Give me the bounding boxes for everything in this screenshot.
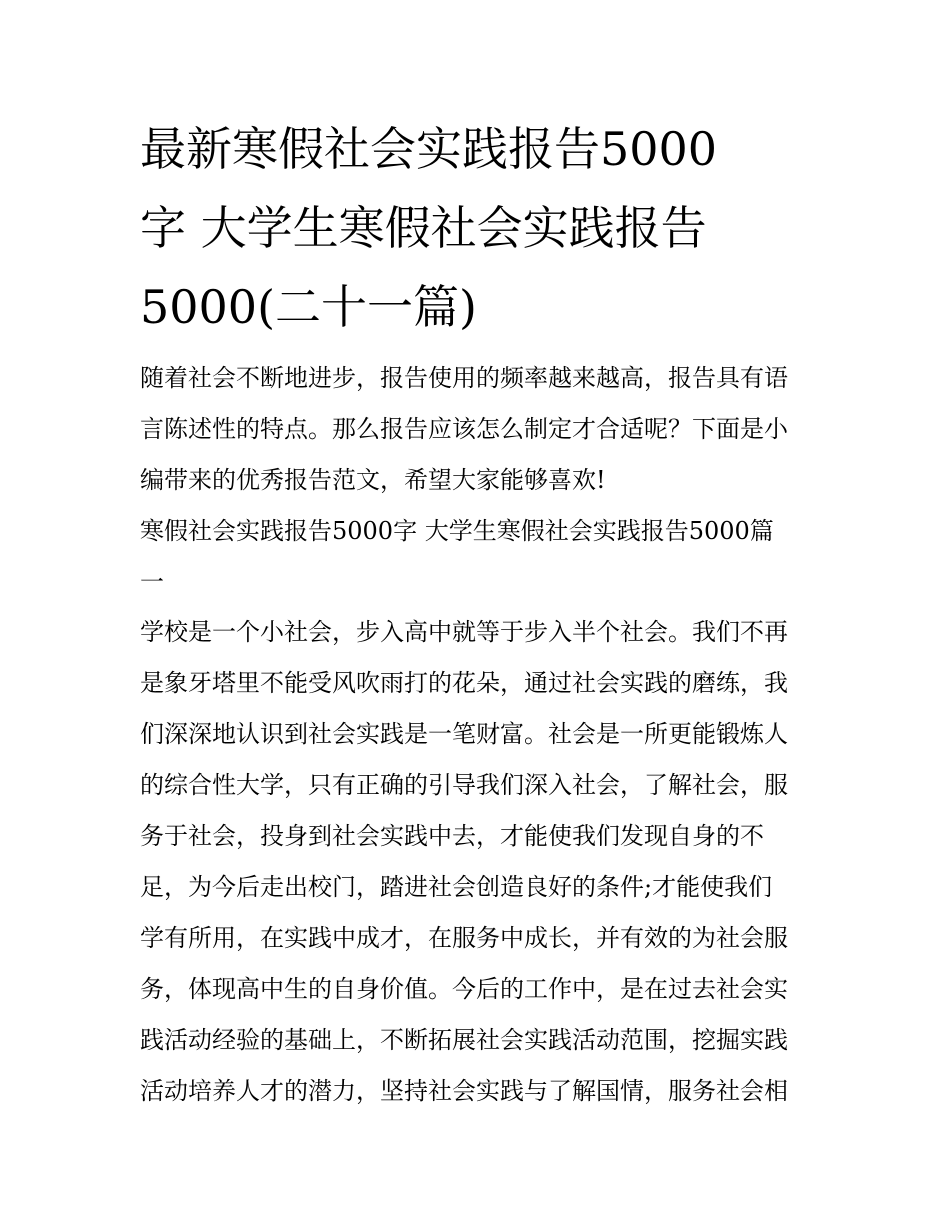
intro-line: 随着社会不断地进步，报告使用的频率越来越高，报告具有语 [140,364,788,392]
body-line: 学校是一个小社会，步入高中就等于步入半个社会。我们不再 [140,618,788,646]
title-line: 最新寒假社会实践报告5000 [140,122,718,176]
body-line: 足，为今后走出校门，踏进社会创造良好的条件;才能使我们 [140,873,773,901]
section-heading [140,506,815,608]
title-line: 5000(二十一篇) [140,280,477,334]
section-heading-line: 寒假社会实践报告5000字 大学生寒假社会实践报告5000篇 [140,517,774,545]
title-line: 字 大学生寒假社会实践报告 [140,201,707,255]
intro-line: 言陈述性的特点。那么报告应该怎么制定才合适呢？下面是小 [140,415,788,443]
body-line: 务，体现高中生的自身价值。今后的工作中，是在过去社会实 [140,975,788,1003]
body-line: 是象牙塔里不能受风吹雨打的花朵，通过社会实践的磨练，我 [140,669,788,697]
body-line: 的综合性大学，只有正确的引导我们深入社会，了解社会，服 [140,771,788,799]
body-line: 活动培养人才的潜力，坚持社会实践与了解国情，服务社会相 [140,1077,788,1105]
document-title [140,110,820,347]
section-heading-line: 一 [140,568,164,596]
body-line: 务于社会，投身到社会实践中去，才能使我们发现自身的不 [140,822,764,850]
intro-paragraph [140,353,815,506]
body-paragraph [140,607,815,1117]
body-line: 践活动经验的基础上，不断拓展社会实践活动范围，挖掘实践 [140,1026,788,1054]
intro-line: 编带来的优秀报告范文，希望大家能够喜欢! [140,466,606,494]
body-line: 们深深地认识到社会实践是一笔财富。社会是一所更能锻炼人 [140,720,788,748]
body-line: 学有所用，在实践中成才，在服务中成长，并有效的为社会服 [140,924,788,952]
